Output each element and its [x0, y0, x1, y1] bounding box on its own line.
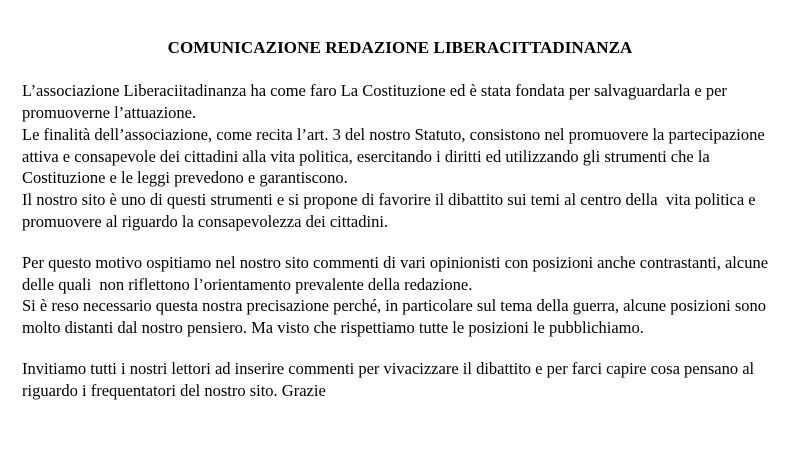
paragraph: Si è reso necessario questa nostra precisazione perché, in particolare sul tema della guerra, alcune posizioni sono molto distanti dal nostro pensiero. Ma visto che rispettiamo tutte le posizioni le pubblichiamo.: [22, 296, 775, 338]
paragraph-block-intro: [22, 80, 778, 232]
paragraph: Per questo motivo ospitiamo nel nostro sito commenti di vari opinionisti con posizioni anche contrastanti, alcune delle quali non riflettono l’orientamento prevalente della redazione.: [22, 252, 773, 294]
paragraph: Le finalità dell’associazione, come recita l’art. 3 del nostro Statuto, consistono nel promuovere la partecipazione attiva e consapevole dei cittadini alla vita politica, esercitando i diritti ed utilizzando gli strumenti che la Costituzione e le leggi prevedono e garantiscono.: [22, 124, 769, 188]
paragraph-spacer: [22, 233, 778, 252]
paragraph: Il nostro sito è uno di questi strumenti e si propone di favorire il dibattito sui temi al centro della vita politica e promuovere al riguardo la consapevolezza dei cittadini.: [22, 190, 760, 231]
paragraph-block-opinionisti: [22, 252, 778, 339]
paragraph: Invitiamo tutti i nostri lettori ad inserire commenti per vivacizzare il dibattito e per farci capire cosa pensano al riguardo i frequentatori del nostro sito. Grazie: [22, 358, 759, 400]
page-title: COMUNICAZIONE REDAZIONE LIBERACITTADINANZA: [167, 38, 633, 57]
paragraph-block-invito: [22, 358, 778, 402]
paragraph-spacer: [22, 339, 778, 358]
paragraph: L’associazione Liberaciitadinanza ha come faro La Costituzione ed è stata fondata per salvaguardarla e per promuoverne l’attuazione.: [22, 81, 732, 123]
